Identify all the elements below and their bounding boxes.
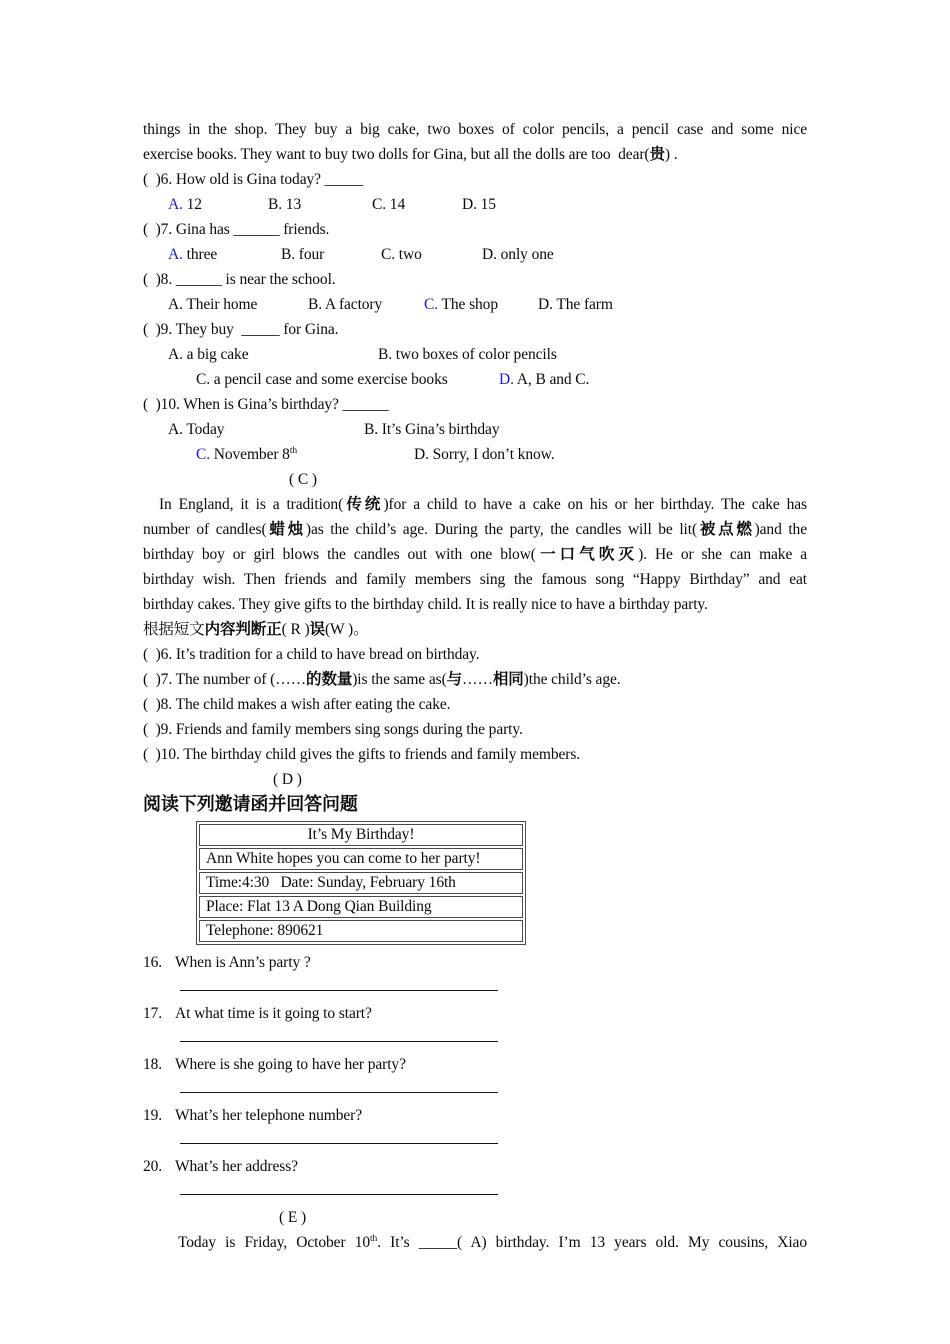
passage-line: Today is Friday, October 10th. It’s _____( A) birthday. I’m 13 years old. My cousins, Xiao (178, 1233, 807, 1251)
invitation-row: Place: Flat 13 A Dong Qian Building (199, 896, 523, 918)
answer-blank (180, 1128, 498, 1144)
option-text: four (295, 246, 325, 263)
question-6-prompt: ( )6. How old is Gina today? _____ (143, 171, 363, 188)
option-text: The farm (552, 296, 613, 313)
option-6A (168, 192, 268, 217)
option-text: a pencil case and some exercise books (210, 371, 448, 388)
option-text: 15 (476, 196, 496, 213)
option-text: only one (496, 246, 554, 263)
question-7-options (168, 242, 807, 267)
option-letter: C. (196, 446, 211, 463)
passage-line: exercise books. They want to buy two dolls for Gina, but all the dolls are too dear(贵) . (143, 146, 678, 163)
invitation-row: Time:4:30 Date: Sunday, February 16th (199, 872, 523, 894)
option-text: A, B and C. (513, 371, 590, 388)
option-letter: A. (168, 246, 183, 263)
option-8D (538, 292, 613, 317)
worksheet-content (143, 117, 807, 1255)
option-text: 14 (386, 196, 406, 213)
question-number: 19. (143, 1107, 163, 1124)
short-answer-question-20 (143, 1154, 807, 1195)
passage-line: things in the shop. They buy a big cake, two boxes of color pencils, a pencil case and some nice (143, 121, 807, 138)
option-text: two boxes of color pencils (392, 346, 557, 363)
option-text: two (395, 246, 422, 263)
passage-line: birthday boy or girl blows the candles out with one blow(一口气吹灭). He or she can make a (143, 546, 807, 563)
option-6B (268, 192, 372, 217)
section-marker-d: ( D ) (273, 771, 302, 788)
passage-line: birthday cakes. They give gifts to the birthday child. It is really nice to have a birthday party. (143, 596, 708, 613)
question-number: 17. (143, 1005, 163, 1022)
option-letter: B. (378, 346, 393, 363)
answer-blank (180, 975, 498, 991)
option-8C (424, 292, 538, 317)
option-letter: B. (308, 296, 323, 313)
question-10-prompt: ( )10. When is Gina’s birthday? ______ (143, 396, 389, 413)
option-text: 12 (182, 196, 202, 213)
option-7B (281, 242, 381, 267)
option-text: November 8 (210, 446, 290, 463)
option-letter: C. (424, 296, 439, 313)
question-text: What’s her address? (175, 1158, 298, 1175)
option-letter: C. (372, 196, 387, 213)
question-number: 18. (143, 1056, 163, 1073)
option-letter: D. (414, 446, 429, 463)
true-false-item-7: ( )7. The number of (……的数量)is the same as(与……相同)the child’s age. (143, 671, 621, 688)
section-heading: 阅读下列邀请函并回答问题 (143, 794, 358, 814)
option-text: The shop (438, 296, 498, 313)
question-9-prompt: ( )9. They buy _____ for Gina. (143, 321, 339, 338)
option-10D (414, 442, 555, 467)
true-false-item-6: ( )6. It’s tradition for a child to have bread on birthday. (143, 646, 480, 663)
option-text: It’s Gina’s birthday (378, 421, 500, 438)
option-9A (168, 342, 378, 367)
section-marker-e: ( E ) (279, 1209, 307, 1226)
question-number: 20. (143, 1158, 163, 1175)
question-10-options-row2 (196, 442, 807, 467)
option-letter: A. (168, 296, 183, 313)
option-text: Their home (182, 296, 258, 313)
true-false-item-9: ( )9. Friends and family members sing songs during the party. (143, 721, 523, 738)
true-false-item-10: ( )10. The birthday child gives the gifts to friends and family members. (143, 746, 581, 763)
question-text: At what time is it going to start? (175, 1005, 372, 1022)
option-letter: C. (381, 246, 396, 263)
option-6C (372, 192, 462, 217)
option-9C (196, 367, 499, 392)
option-8A (168, 292, 308, 317)
question-9-options-row2 (196, 367, 807, 392)
question-6-options (168, 192, 807, 217)
short-answer-question-17 (143, 1001, 807, 1042)
option-text: a big cake (182, 346, 249, 363)
option-7D (482, 242, 554, 267)
invitation-title: It’s My Birthday! (199, 824, 523, 846)
option-text: A factory (322, 296, 383, 313)
answer-blank (180, 1077, 498, 1093)
option-6D (462, 192, 496, 217)
option-letter: A. (168, 346, 183, 363)
short-answer-question-16 (143, 950, 807, 991)
passage-line: In England, it is a tradition(传统)for a child to have a cake on his or her birthday. The cake has (159, 496, 807, 513)
true-false-instructions: 根据短文内容判断正( R )误(W )。 (143, 621, 369, 638)
option-letter: B. (281, 246, 296, 263)
option-letter: D. (482, 246, 497, 263)
option-10B (364, 417, 499, 442)
question-text: Where is she going to have her party? (175, 1056, 406, 1073)
passage-line: number of candles(蜡烛)as the child’s age. During the party, the candles will be lit(被点燃)and the (143, 521, 807, 538)
option-10A (168, 417, 364, 442)
question-number: 16. (143, 954, 163, 971)
option-text: three (182, 246, 218, 263)
option-letter: A. (168, 421, 183, 438)
invitation-row: Telephone: 890621 (199, 920, 523, 942)
answer-blank (180, 1179, 498, 1195)
short-answer-question-18 (143, 1052, 807, 1093)
question-text: When is Ann’s party ? (175, 954, 311, 971)
option-letter: D. (462, 196, 477, 213)
passage-line: birthday wish. Then friends and family members sing the famous song “Happy Birthday” and eat (143, 571, 807, 588)
option-letter: B. (268, 196, 283, 213)
option-letter: A. (168, 196, 183, 213)
answer-blank (180, 1026, 498, 1042)
option-10C (196, 442, 414, 467)
option-letter: D. (499, 371, 514, 388)
option-9D (499, 367, 589, 392)
question-10-options-row1 (168, 417, 807, 442)
short-answer-question-19 (143, 1103, 807, 1144)
question-text: What’s her telephone number? (175, 1107, 362, 1124)
question-9-options-row1 (168, 342, 807, 367)
question-8-options (168, 292, 807, 317)
section-marker-c: ( C ) (289, 471, 317, 488)
ordinal-superscript: th (289, 445, 298, 456)
option-9B (378, 342, 557, 367)
invitation-row: Ann White hopes you can come to her party! (199, 848, 523, 870)
option-8B (308, 292, 424, 317)
option-letter: C. (196, 371, 211, 388)
option-text: 13 (282, 196, 302, 213)
question-7-prompt: ( )7. Gina has ______ friends. (143, 221, 330, 238)
option-letter: D. (538, 296, 553, 313)
option-7A (168, 242, 281, 267)
option-letter: B. (364, 421, 379, 438)
invitation-card (196, 821, 526, 945)
true-false-item-8: ( )8. The child makes a wish after eating the cake. (143, 696, 451, 713)
option-7C (381, 242, 482, 267)
option-text: Sorry, I don’t know. (428, 446, 555, 463)
option-text: Today (182, 421, 225, 438)
question-8-prompt: ( )8. ______ is near the school. (143, 271, 336, 288)
